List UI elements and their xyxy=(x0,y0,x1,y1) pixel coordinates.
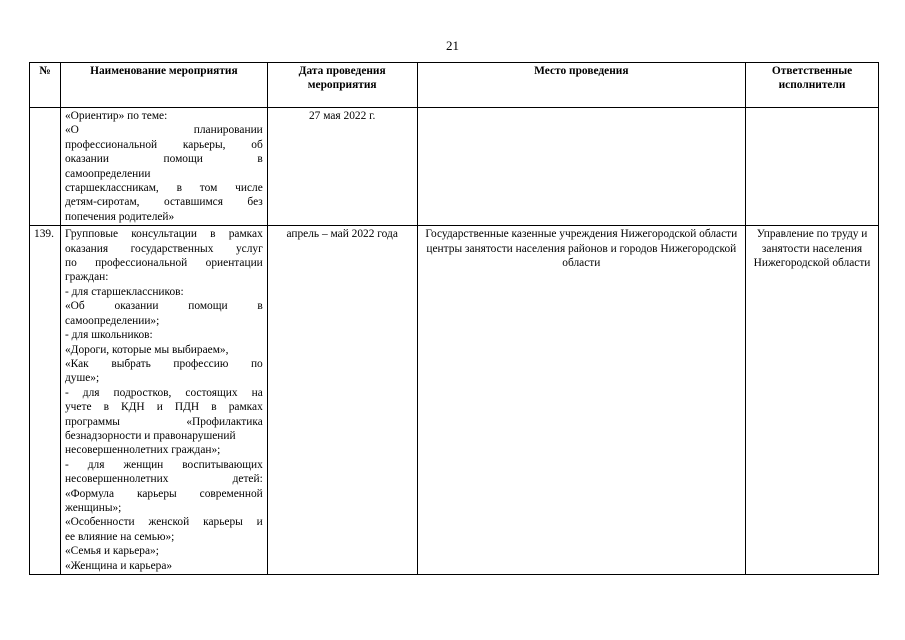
events-table xyxy=(29,62,879,575)
row-event-name xyxy=(60,226,267,575)
event-name-line: - для женщин воспитывающих xyxy=(64,458,263,471)
event-name-line: «Об оказании помощи в xyxy=(64,300,263,313)
event-name-line: попечения родителей» xyxy=(64,210,175,223)
header-resp: Ответственные исполнители xyxy=(746,63,879,108)
event-name-line: «Женщина и карьера» xyxy=(64,559,173,572)
event-name-line: программы «Профилактика xyxy=(64,415,263,428)
event-name-line: несовершеннолетних граждан»; xyxy=(64,444,221,457)
row-event-name xyxy=(60,108,267,226)
event-name-line: самоопределении»; xyxy=(64,314,160,327)
row-date: апрель – май 2022 года xyxy=(267,226,417,575)
event-name-line: граждан: xyxy=(64,271,109,284)
row-responsible: Управление по труду и занятости населения Нижегородской области xyxy=(746,226,879,575)
event-name-line: «Как выбрать профессию по xyxy=(64,357,263,370)
header-place: Место проведения xyxy=(417,63,745,108)
event-name-line: «Дороги, которые мы выбираем», xyxy=(64,343,229,356)
row-date: 27 мая 2022 г. xyxy=(267,108,417,226)
event-name-line: - для подростков, состоящих на xyxy=(64,386,263,399)
event-name-line: «Ориентир» по теме: xyxy=(64,110,168,122)
event-name-line: ее влияние на семью»; xyxy=(64,530,175,543)
event-name-line: - для школьников: xyxy=(64,329,153,342)
table-header-row xyxy=(30,63,879,108)
table-row xyxy=(30,108,879,226)
event-name-line: «О планировании xyxy=(64,124,263,137)
event-name-line: Групповые консультации в рамках xyxy=(64,228,263,241)
event-name-line: оказания государственных услуг xyxy=(64,242,263,255)
event-name-line: несовершеннолетних детей: xyxy=(64,473,263,486)
event-name-line: оказании помощи в xyxy=(64,153,263,166)
header-date: Дата проведения мероприятия xyxy=(267,63,417,108)
event-name-line: душе»; xyxy=(64,372,100,385)
row-num: 139. xyxy=(30,226,61,575)
table-row xyxy=(30,226,879,575)
event-name-line: «Формула карьеры современной xyxy=(64,487,263,500)
header-num: № xyxy=(30,63,61,108)
event-name-line: безнадзорности и правонарушений xyxy=(64,429,236,442)
event-name-line: учете в КДН и ПДН в рамках xyxy=(64,401,263,414)
event-name-line: детям-сиротам, оставшимся без xyxy=(64,196,263,209)
event-name-line: женщины»; xyxy=(64,501,122,514)
event-name-line: по профессиональной ориентации xyxy=(64,257,263,270)
event-name-line: «Семья и карьера»; xyxy=(64,545,159,558)
row-place xyxy=(417,108,745,226)
row-responsible xyxy=(746,108,879,226)
event-name-line: - для старшеклассников: xyxy=(64,285,184,298)
event-name-line: «Особенности женской карьеры и xyxy=(64,516,263,529)
event-name-line: профессиональной карьеры, об xyxy=(64,138,263,151)
event-name-line: самоопределении xyxy=(64,167,151,180)
page-number: 21 xyxy=(446,38,459,53)
event-name-line: старшеклассникам, в том числе xyxy=(64,182,263,195)
row-num xyxy=(30,108,61,226)
header-name: Наименование мероприятия xyxy=(60,63,267,108)
row-place: Государственные казенные учреждения Нижегородской области центры занятости населения районов и городов Нижегородской области xyxy=(417,226,745,575)
